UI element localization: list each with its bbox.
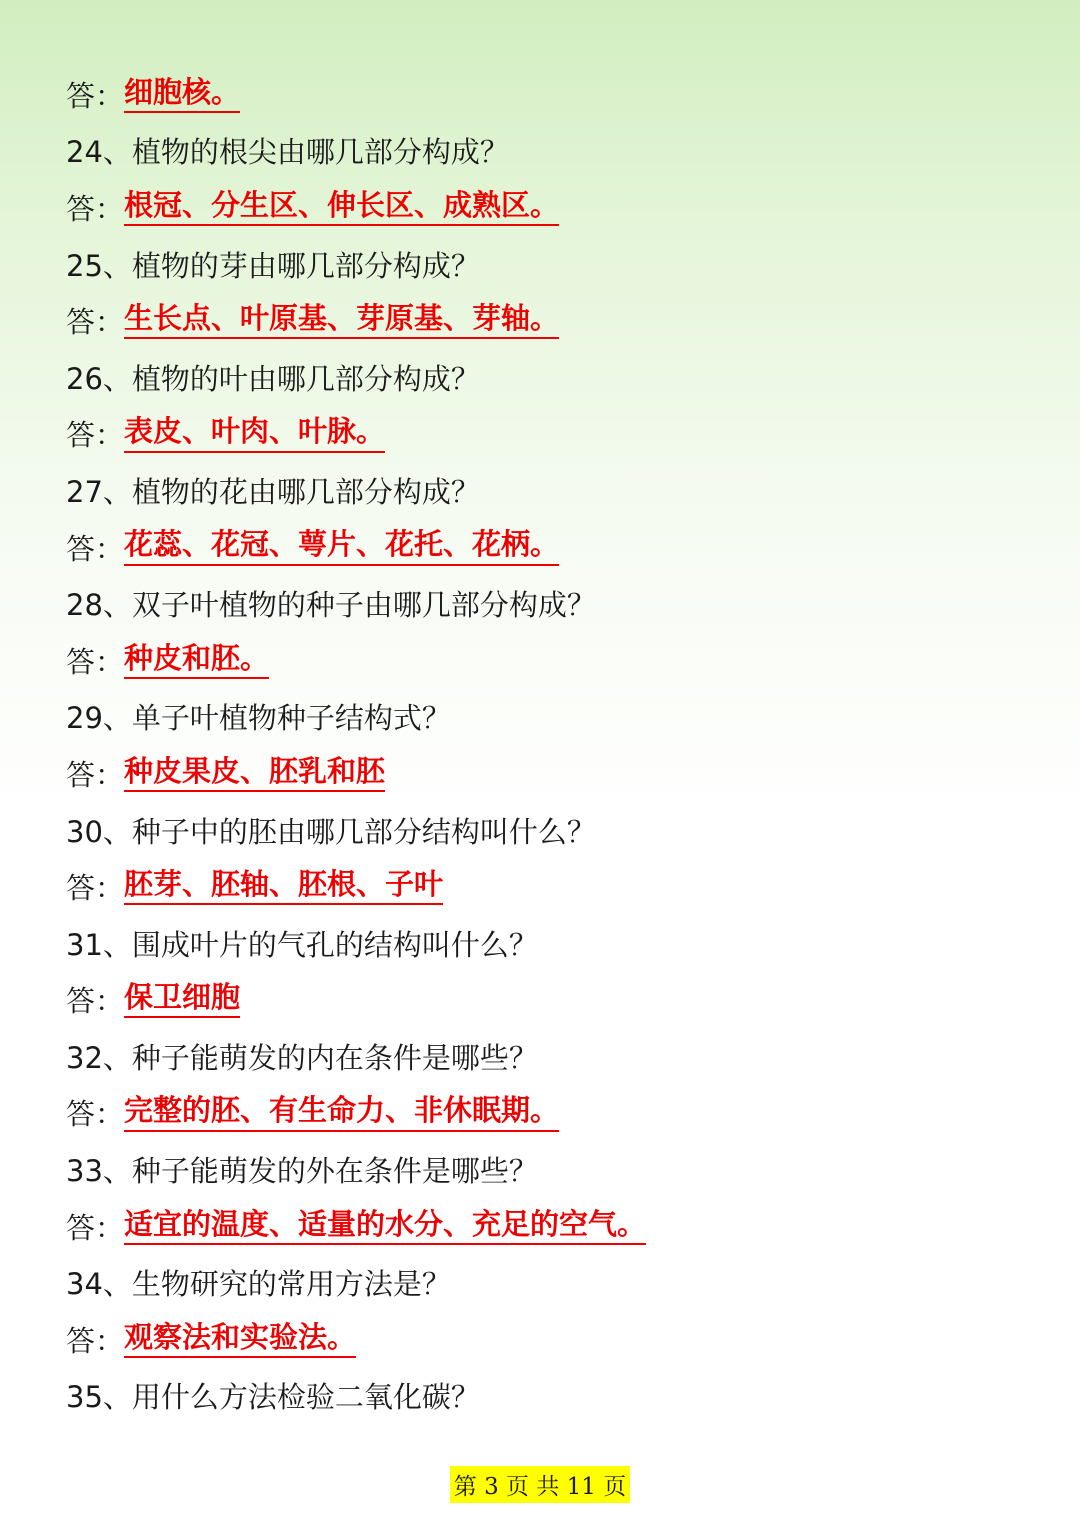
answer-prefix: 答： <box>66 871 125 906</box>
answer-line <box>66 1085 1026 1142</box>
qa-list <box>66 66 1026 1424</box>
answer-text: 完整的胚、有生命力、非休眠期。 <box>124 1094 559 1131</box>
answer-text: 种皮果皮、胚乳和胚 <box>124 755 385 792</box>
question-line <box>66 236 1026 293</box>
answer-line <box>66 179 1026 236</box>
answer-line <box>66 406 1026 463</box>
page-footer <box>0 1466 1080 1503</box>
question-line <box>66 689 1026 746</box>
question-text: 32、种子能萌发的内在条件是哪些？ <box>66 1040 538 1075</box>
answer-line <box>66 632 1026 689</box>
answer-line <box>66 1198 1026 1255</box>
answer-line <box>66 745 1026 802</box>
answer-text: 生长点、叶原基、芽原基、芽轴。 <box>124 302 559 339</box>
answer-text: 细胞核。 <box>124 76 240 113</box>
question-text: 30、种子中的胚由哪几部分结构叫什么？ <box>66 814 596 849</box>
answer-prefix: 答： <box>66 418 125 453</box>
answer-text: 根冠、分生区、伸长区、成熟区。 <box>124 189 559 226</box>
answer-prefix: 答： <box>66 531 125 566</box>
answer-prefix: 答： <box>66 984 125 1019</box>
page-number: 第 3 页 共 11 页 <box>450 1466 630 1503</box>
answer-text: 适宜的温度、适量的水分、充足的空气。 <box>124 1208 646 1245</box>
question-text: 35、用什么方法检验二氧化碳？ <box>66 1380 480 1415</box>
answer-prefix: 答： <box>66 78 125 113</box>
question-text: 31、围成叶片的气孔的结构叫什么？ <box>66 927 538 962</box>
question-line <box>66 915 1026 972</box>
question-text: 24、植物的根尖由哪几部分构成？ <box>66 135 509 170</box>
answer-line <box>66 519 1026 576</box>
question-text: 27、植物的花由哪几部分构成？ <box>66 474 480 509</box>
answer-text: 花蕊、花冠、萼片、花托、花柄。 <box>124 528 559 565</box>
question-line <box>66 802 1026 859</box>
answer-text: 种皮和胚。 <box>124 642 269 679</box>
answer-line <box>66 858 1026 915</box>
answer-line <box>66 972 1026 1029</box>
answer-prefix: 答： <box>66 305 125 340</box>
answer-text: 表皮、叶肉、叶脉。 <box>124 415 385 452</box>
answer-prefix: 答： <box>66 1097 125 1132</box>
question-text: 28、双子叶植物的种子由哪几部分构成？ <box>66 588 596 623</box>
question-line <box>66 1028 1026 1085</box>
answer-prefix: 答： <box>66 757 125 792</box>
answer-prefix: 答： <box>66 644 125 679</box>
answer-line <box>66 292 1026 349</box>
answer-prefix: 答： <box>66 1210 125 1245</box>
answer-line <box>66 66 1026 123</box>
answer-line <box>66 1311 1026 1368</box>
question-text: 25、植物的芽由哪几部分构成？ <box>66 248 480 283</box>
question-line <box>66 1141 1026 1198</box>
answer-text: 观察法和实验法。 <box>124 1321 356 1358</box>
answer-prefix: 答： <box>66 191 125 226</box>
question-line <box>66 1368 1026 1425</box>
question-line <box>66 462 1026 519</box>
question-text: 29、单子叶植物种子结构式？ <box>66 701 451 736</box>
question-text: 26、植物的叶由哪几部分构成？ <box>66 361 480 396</box>
question-text: 34、生物研究的常用方法是？ <box>66 1267 451 1302</box>
question-line <box>66 349 1026 406</box>
question-text: 33、种子能萌发的外在条件是哪些？ <box>66 1154 538 1189</box>
question-line <box>66 123 1026 180</box>
answer-text: 胚芽、胚轴、胚根、子叶 <box>124 868 443 905</box>
question-line <box>66 575 1026 632</box>
question-line <box>66 1254 1026 1311</box>
answer-prefix: 答： <box>66 1323 125 1358</box>
answer-text: 保卫细胞 <box>124 981 240 1018</box>
